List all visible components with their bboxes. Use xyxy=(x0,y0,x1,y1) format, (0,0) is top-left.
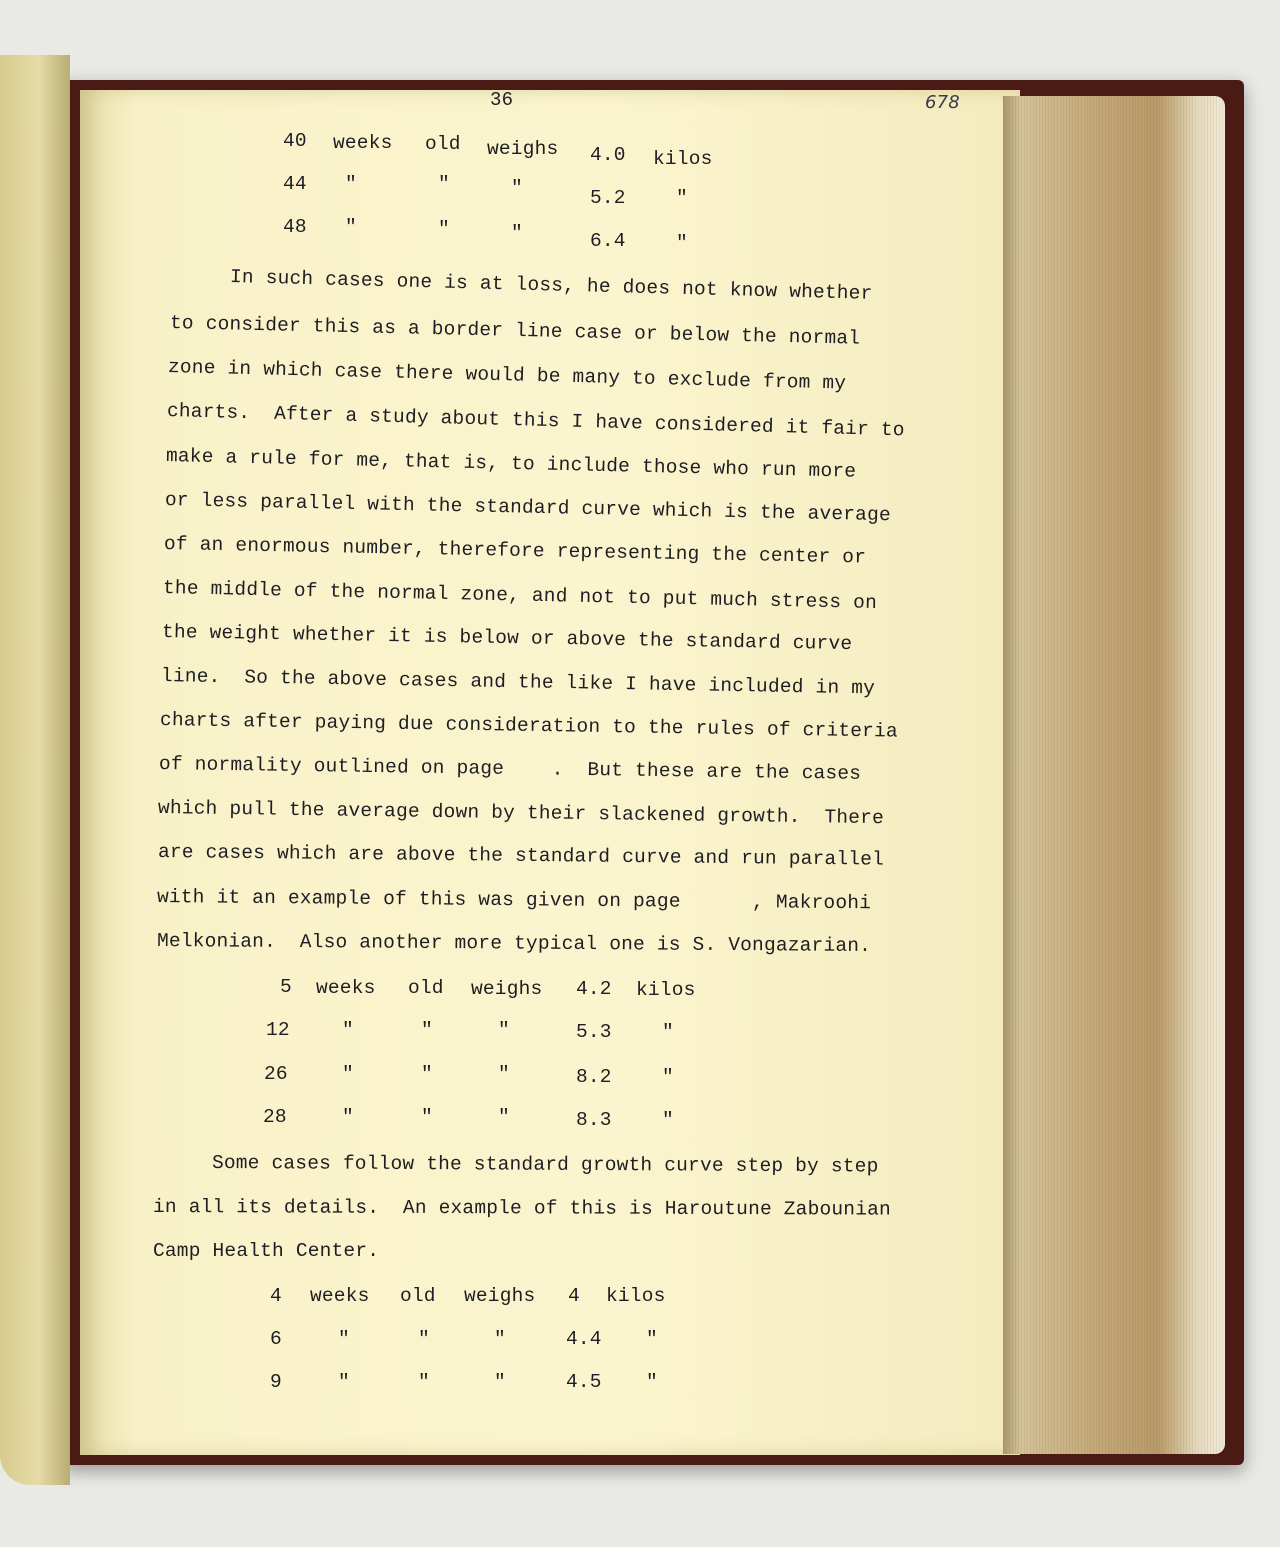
text-line: with it an example of this was given on page , Makroohi xyxy=(156,886,872,915)
table-row: 5 weeks old weighs 4.2 kilos xyxy=(280,976,696,1001)
text-line: are cases which are above the standard curve and run parallel xyxy=(157,841,885,871)
table-row: 26 " " " 8.2 " xyxy=(264,1063,674,1088)
text-line: line. So the above cases and the like I have included in my xyxy=(160,665,876,700)
table-row: 40 weeks old weighs 4.0 kilos xyxy=(283,130,713,170)
text-line: charts after paying due consideration to the rules of criteria xyxy=(159,709,899,743)
text-line: the weight whether it is below or above the standard curve xyxy=(161,621,853,656)
text-line: zone in which case there would be many to exclude from my xyxy=(167,356,847,395)
left-page-edge xyxy=(0,55,70,1485)
text-line: of an enormous number, therefore representing the center or xyxy=(163,533,867,569)
text-line: Melkonian. Also another more typical one is S. Vongazarian. xyxy=(156,930,872,957)
table-row: 6 " " " 4.4 " xyxy=(270,1328,658,1350)
text-line: which pull the average down by their slackened growth. There xyxy=(157,797,885,830)
table-row: 9 " " " 4.5 " xyxy=(270,1371,658,1393)
table-row: 44 " " " 5.2 " xyxy=(283,173,688,209)
text-line: or less parallel with the standard curve which is the average xyxy=(164,489,892,527)
page-number: 36 xyxy=(490,89,514,111)
text-line: of normality outlined on page . But these are the cases xyxy=(158,753,862,785)
table-row: 4 weeks old weighs 4 kilos xyxy=(270,1285,666,1307)
text-line: Camp Health Center. xyxy=(153,1240,380,1262)
text-line: to consider this as a border line case or below the normal xyxy=(169,312,861,350)
gutter-shadow xyxy=(1003,96,1021,1454)
handwritten-page-number: 678 xyxy=(925,92,960,113)
text-line: Some cases follow the standard growth curve step by step xyxy=(211,1152,879,1178)
table-row: 28 " " " 8.3 " xyxy=(263,1106,674,1131)
page-stack-edges xyxy=(1003,96,1225,1454)
text-line: make a rule for me, that is, to include those who run more xyxy=(165,445,857,483)
text-line: In such cases one is at loss, he does not know whether xyxy=(229,266,873,305)
text-line: in all its details. An example of this is Haroutune Zabounian xyxy=(152,1196,891,1221)
text-line: charts. After a study about this I have considered it fair to xyxy=(166,400,905,442)
table-row: 48 " " " 6.4 " xyxy=(283,216,688,254)
text-line: the middle of the normal zone, and not to put much stress on xyxy=(162,577,878,614)
table-row: 12 " " " 5.3 " xyxy=(266,1019,674,1043)
